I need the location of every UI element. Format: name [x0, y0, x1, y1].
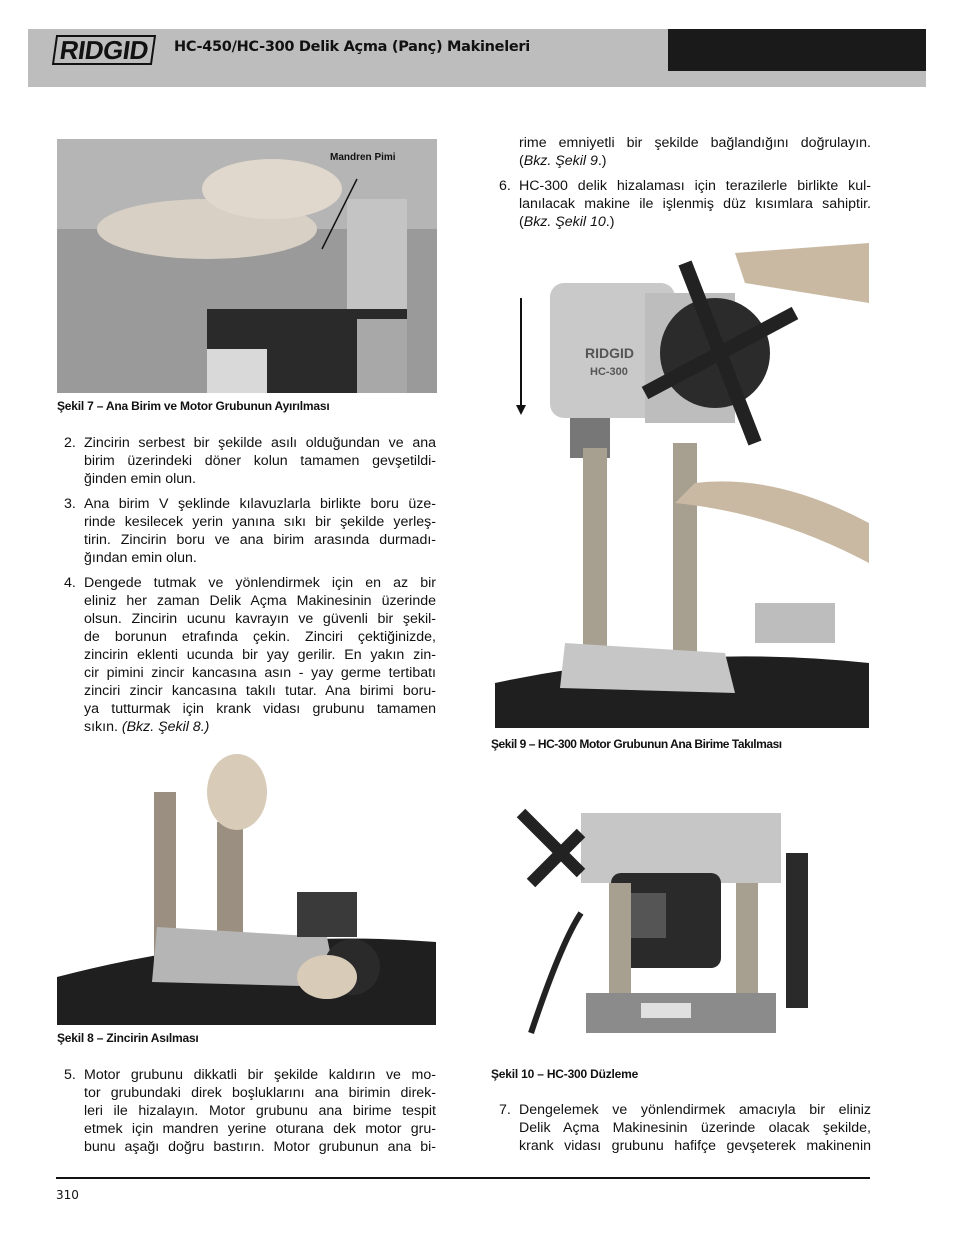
- footer-rule: [56, 1177, 870, 1179]
- text-line: ğından emin olun.: [84, 550, 197, 566]
- ref-close: .): [605, 214, 615, 230]
- text-line: lanılacak makine ile işlenmiş düz kısımlara sahiptir.: [519, 196, 871, 212]
- figure-7-caption: Şekil 7 – Ana Birim ve Motor Grubunun Ayırılması: [57, 399, 330, 413]
- list-item-number: 4.: [64, 575, 76, 591]
- text-line: Zincirin serbest bir şekilde asılı olduğundan ve ana: [84, 435, 436, 451]
- text-line: cir pimini zincir kancasına asın - yay germe tertibatı: [84, 665, 436, 681]
- document-title: HC-450/HC-300 Delik Açma (Panç) Makineleri: [174, 39, 530, 55]
- text-line: sıkın.: [84, 719, 118, 735]
- figure-8-photo: [57, 752, 436, 1025]
- header-black-block: [668, 29, 926, 71]
- text-line: ya tutturmak için krank vidası grubunu tamamen: [84, 701, 436, 717]
- figure-9-caption: Şekil 9 – HC-300 Motor Grubunun Ana Birime Takılması: [491, 737, 782, 751]
- figure-reference: Bkz. Şekil 9: [523, 153, 598, 169]
- figure-reference: (Bkz. Şekil 8.): [121, 719, 210, 735]
- ridgid-label: RIDGID: [585, 345, 634, 361]
- list-item-4: [64, 574, 436, 736]
- text-line: zincirin eklenti ucunda bir yay gerilir. En yakın zin-: [84, 647, 436, 663]
- list-item-2: [64, 434, 436, 488]
- ridgid-logo: RIDGID: [52, 35, 156, 65]
- ref-open: (: [519, 214, 524, 230]
- text-line: tor grubundaki direk boşluklarını ana birimin direk-: [84, 1085, 436, 1101]
- text-line: eliniz her zaman Delik Açma Makinesinin üzerinde: [84, 593, 436, 609]
- text-line: leri ile hizalayın. Motor grubunu ana birime tespit: [84, 1103, 436, 1119]
- text-line: rinde kesilecek yerin yanına sıkı bir şekilde yerleş-: [84, 514, 436, 530]
- text-line: HC-300 delik hizalaması için terazilerle birlikte kul-: [519, 178, 871, 194]
- text-line: Delik Açma Makinesinin üzerinde olacak şekilde,: [519, 1120, 871, 1136]
- text-line: ğinden emin olun.: [84, 471, 197, 487]
- text-line-with-ref: [519, 213, 871, 231]
- list-item-6: [499, 177, 871, 231]
- list-item-number: 2.: [64, 435, 76, 451]
- text-line: bunu aşağı doğru bastırın. Motor grubunun ana bi-: [84, 1139, 436, 1155]
- list-item-number: 3.: [64, 496, 76, 512]
- text-line-with-ref: [84, 718, 436, 736]
- text-line: krank vidası grubunu hafifçe gevşeterek makinenin: [519, 1138, 871, 1154]
- figure-10-photo: [491, 793, 870, 1060]
- text-line: olsun. Zincirin ucunu kavrayın ve güvenli bir şekil-: [84, 611, 436, 627]
- ref-open: (: [519, 153, 524, 169]
- text-line: de borunun etrafında çekin. Zinciri çektiğinizde,: [84, 629, 436, 645]
- list-item-7: [499, 1101, 871, 1155]
- text-line-with-ref: [519, 152, 871, 170]
- figure-reference: Bkz. Şekil 10: [523, 214, 606, 230]
- text-line: Dengelemek ve yönlendirmek amacıyla bir eliniz: [519, 1102, 871, 1118]
- list-item-number: 7.: [499, 1102, 511, 1118]
- figure-10-caption: Şekil 10 – HC-300 Düzleme: [491, 1067, 639, 1081]
- list-item-3: [64, 495, 436, 567]
- text-line: Motor grubunu dikkatli bir şekilde kaldırın ve mo-: [84, 1067, 436, 1083]
- text-line: rime emniyetli bir şekilde bağlandığını doğrulayın.: [519, 135, 871, 151]
- list-item-number: 5.: [64, 1067, 76, 1083]
- text-line: zinciri zincir kancasına takılı tutar. Ana birimi boru-: [84, 683, 436, 699]
- list-item-5: [64, 1066, 436, 1156]
- hc300-label: HC-300: [590, 366, 628, 378]
- figure-9-photo: [495, 243, 869, 728]
- text-line: etmek için mandren yerine oturana dek motor gru-: [84, 1121, 436, 1137]
- header-bar-lower: [28, 71, 926, 87]
- text-line: Ana birim V şeklinde kılavuzlarla birlikte boru üze-: [84, 496, 436, 512]
- figure-7-photo: [57, 139, 437, 393]
- figure-8-caption: Şekil 8 – Zincirin Asılması: [57, 1031, 199, 1045]
- text-line: tirin. Zincirin boru ve ana birim arasında durmadı-: [84, 532, 436, 548]
- text-line: birim üzerindeki döner kolun tamamen gevşetildi-: [84, 453, 436, 469]
- ref-close: .): [597, 153, 607, 169]
- list-item-number: 6.: [499, 178, 511, 194]
- continued-item-text: [499, 134, 871, 170]
- figure-7-callout: Mandren Pimi: [330, 152, 396, 163]
- page-number: 310: [56, 1188, 79, 1202]
- text-line: Dengede tutmak ve yönlendirmek için en az bir: [84, 575, 436, 591]
